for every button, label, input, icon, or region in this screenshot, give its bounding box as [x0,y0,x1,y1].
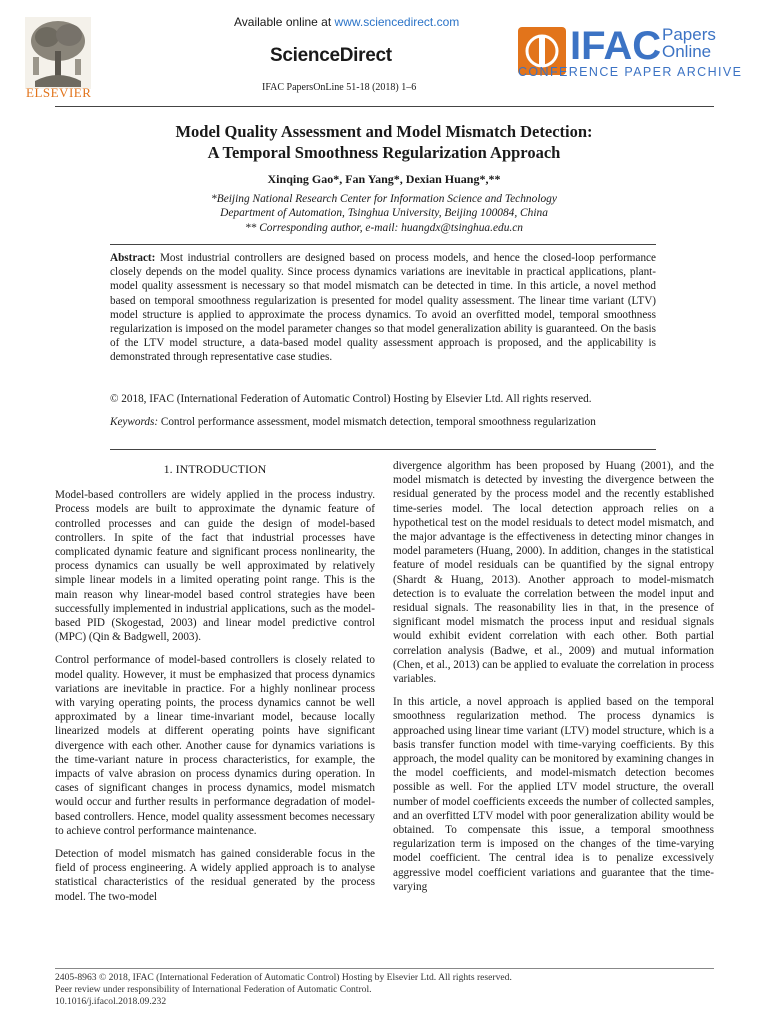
sciencedirect-wordmark: ScienceDirect [270,45,392,66]
papers-online-wordmark [662,26,716,60]
footer-peer-review: Peer review under responsibility of International Federation of Automatic Control. [55,984,372,996]
right-column [393,459,714,903]
abstract-text: Most industrial controllers are designed based on process models, and hence the closed-loop performance closely depends on the model quality. Since process dynamics variations are inevitable in practical applications, plant-model quality assessment is necessary so that model mismatch can be detected in time. In this article, a novel method based on temporal smoothness regularization is presented for model quality assessment. The linear time variant (LTV) model structure is applied to approximate the process dynamics. To avoid an overfitted model, temporal smoothness regularization is imposed on the model parameter changes so that model generalization ability is guaranteed. On the basis of the LTV model structure, a data-based model quality assessment approach is proposed, and the applicability is demonstrated through representative case studies. [110,252,656,364]
paper-authors: Xinqing Gao*, Fan Yang*, Dexian Huang*,** [267,172,501,186]
right-paragraph-2: In this article, a novel approach is applied based on the temporal smoothness regularization method. The process dynamics is approached using linear time variant (LTV) model structure, which is a basis transfer function model with time-varying coefficients. By this approach, the model quality can be monitored by examining changes in the model coefficients, and model-mismatch detection becomes possible as well. For the applied LTV model structure, the overall number of model coefficients exceeds the number of collected samples, and an overfitted LTV model with poor generalization ability would be obtained. To compensate this issue, a temporal smoothness regularization term is imposed on the changes of the time-varying model coefficient. The central idea is to penalize excessively aggressive model coefficient variations and guarantee that the time-varying [393,696,714,893]
paper-title-line-1: Model Quality Assessment and Model Mismatch Detection: [175,122,593,141]
footer-rule [55,968,714,969]
elsevier-tree-logo [25,12,91,94]
affiliation-line-2: Department of Automation, Tsinghua University, Beijing 100084, China [220,207,548,219]
abstract-top-rule [110,244,656,245]
keywords-text: Control performance assessment, model mismatch detection, temporal smoothness regularization [158,416,596,428]
online-word: Online [662,42,712,61]
keywords-label: Keywords: [110,416,159,428]
corresponding-author: ** Corresponding author, e-mail: huangdx@tsinghua.edu.cn [244,222,524,234]
abstract-copyright: © 2018, IFAC (International Federation of Automatic Control) Hosting by Elsevier Ltd. All rights reserved. [110,393,592,405]
page-footer [55,972,512,1009]
footer-doi[interactable]: 10.1016/j.ifacol.2018.09.232 [55,996,167,1008]
affiliation-line-1: *Beijing National Research Center for Information Science and Technology [211,193,557,205]
keywords [110,415,656,430]
available-online [234,15,459,29]
footer-issn-copyright: 2405-8963 © 2018, IFAC (International Federation of Automatic Control) Hosting by Elsevier Ltd. All rights reserved. [55,972,512,983]
right-paragraph-1: divergence algorithm has been proposed by Huang (2001), and the model mismatch is detected by investing the divergence between the residual generated by the process model and the recently established time-series model. The local detection approach relies on a hypothetical test on the model residuals to detect model mismatch, and the major advantage is the effectiveness in detecting minor changes in model parameters (Huang, 2000). In addition, changes in the statistical feature of model residuals can be quantified by the signal entropy (Shardt & Huang, 2013). Another approach to model-mismatch detection is to evaluate the correlation between the model input and residual signals. The reasonability lies in that, in the presence of significant model mismatch the process input and residual signals would exhibit evident correlation with each other. Both partial correlation analysis (Badwe, et al., 2009) and mutual information (Chen, et al., 2013) can be applied to evaluate the correlation in process variables. [393,460,714,686]
sciencedirect-link[interactable]: www.sciencedirect.com [334,15,460,29]
journal-header [0,0,768,108]
section-heading-introduction: 1. INTRODUCTION [163,462,267,476]
paper-title-line-2: A Temporal Smoothness Regularization Approach [207,143,561,162]
abstract-label: Abstract: [110,252,156,264]
journal-citation: IFAC PapersOnLine 51-18 (2018) 1–6 [262,82,417,93]
left-column [55,462,375,913]
conference-archive-label: CONFERENCE PAPER ARCHIVE [518,65,743,79]
abstract-bottom-rule [110,449,656,450]
elsevier-wordmark: ELSEVIER [26,85,92,100]
abstract [110,251,656,365]
left-paragraph-2: Control performance of model-based controllers is closely related to model quality. However, it must be emphasized that process dynamics variations are inevitable in practice. For a highly nonlinear process with varying operating points, the process dynamics cannot be well approximated by a linear time-invariant model, because locally linearized models at different operating points have significant divergence with each other. Another cause for dynamics variations is the time-variant nature in process characteristics, for example, the impacts of valve abrasion on process dynamics during operation. In cases of significant changes in process dynamics, model mismatch would occur and further results in performance degradation of model-based controllers. Hence, model quality assessment becomes necessary to achieve control performance maintenance. [55,654,375,837]
left-paragraph-1: Model-based controllers are widely applied in the process industry. Process models are built to approximate the dynamic feature of controlled processes and can guide the design of model-based controllers. In spite of the fact that industrial processes have complicated dynamic feature and significant process nonlinearity, the process dynamics can usually be well approximated by relatively simple linear models in a limited operating point range. This is the main reason why linear-model based control strategies have been successfully implemented in industrial applications, such as the model-based PID (Skogestad, 2003) and linear model predictive control (MPC) (Qin & Badgwell, 2003). [55,489,375,644]
papers-word: Papers [662,25,716,44]
available-prefix: Available online at [234,15,335,29]
ifac-wordmark: IFAC [570,24,662,68]
header-divider [55,106,714,107]
left-paragraph-3: Detection of model mismatch has gained considerable focus in the field of process engineering. A widely applied approach is to analyse statistical characteristics of the residual generated by the process model. The two-model [55,848,375,903]
